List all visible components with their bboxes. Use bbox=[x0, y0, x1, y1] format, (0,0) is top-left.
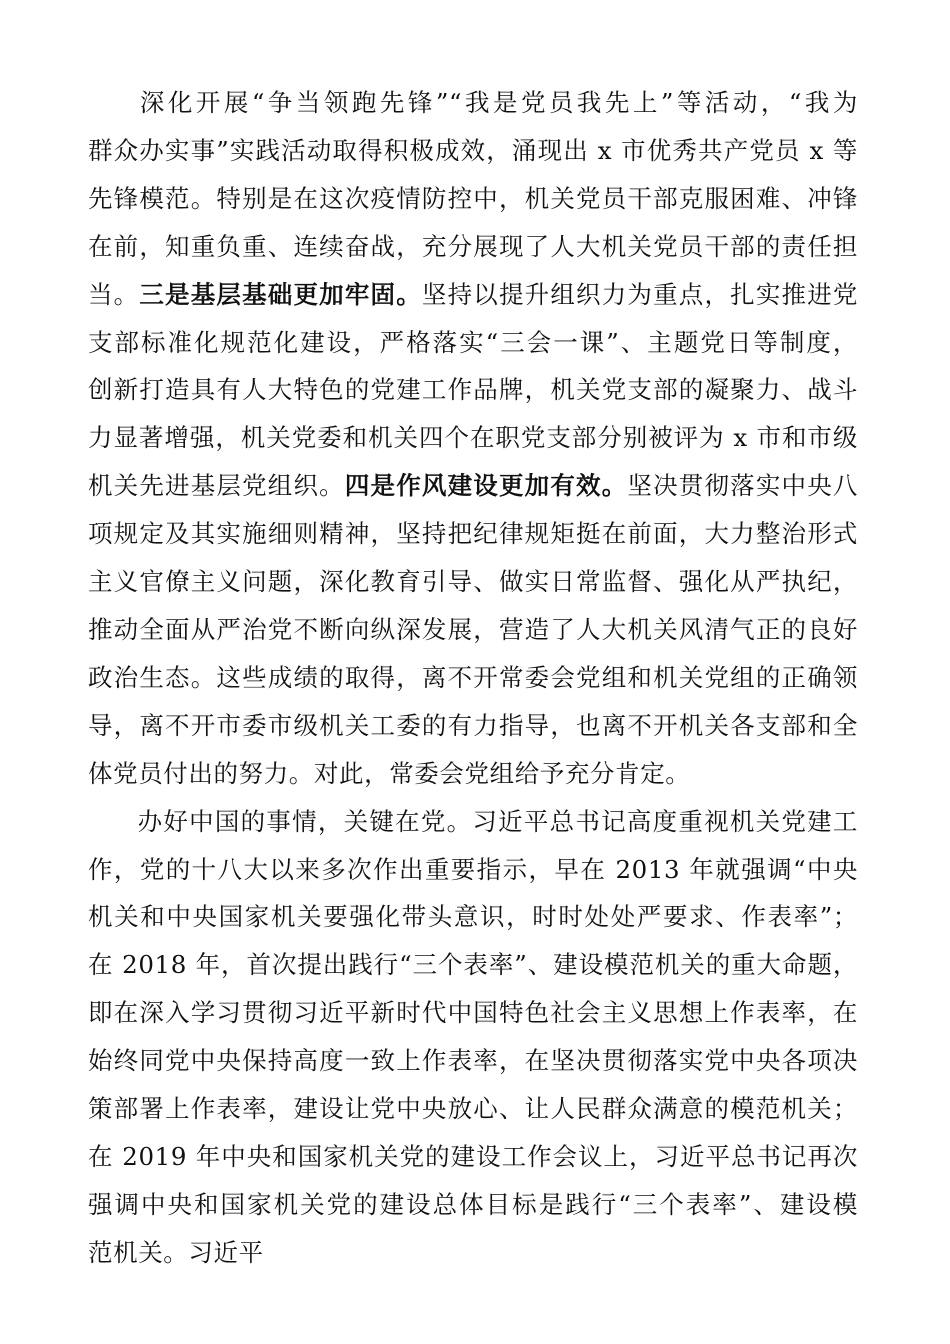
text-line: 项规定及其实施细则精神，坚持把纪律规矩挺在前面，大力整治形式 bbox=[88, 519, 858, 549]
text-line: 群众办实事”实践活动取得积极成效，涌现出 x 市优秀共产党员 x 等 bbox=[88, 135, 858, 165]
text-line: 推动全面从严治党不断向纵深发展，营造了人大机关风清气正的良好 bbox=[88, 614, 858, 644]
text-line: 强调中央和国家机关党的建设总体目标是践行“三个表率”、建设模 bbox=[88, 1189, 858, 1219]
text-line: 始终同党中央保持高度一致上作表率，在坚决贯彻落实党中央各项决 bbox=[88, 1046, 858, 1076]
paragraph-1 bbox=[88, 79, 858, 798]
text-line: 范机关。习近平 bbox=[88, 1237, 264, 1267]
text-line: 支部标准化规范化建设，严格落实“三会一课”、主题党日等制度， bbox=[88, 327, 858, 357]
text-line: 力显著增强，机关党委和机关四个在职党支部分别被评为 x 市和市级 bbox=[88, 423, 858, 453]
paragraph-2 bbox=[88, 798, 858, 1277]
text-line: 即在深入学习贯彻习近平新时代中国特色社会主义思想上作表率，在 bbox=[88, 998, 858, 1028]
text-line: 导，离不开市委市级机关工委的有力指导，也离不开机关各支部和全 bbox=[88, 710, 858, 740]
text-line: 机关先进基层党组织。四是作风建设更加有效。坚决贯彻落实中央八 bbox=[88, 471, 858, 501]
text-line: 在 2018 年，首次提出践行“三个表率”、建设模范机关的重大命题， bbox=[88, 950, 858, 980]
text-line: 在前，知重负重、连续奋战，充分展现了人大机关党员干部的责任担 bbox=[88, 231, 858, 261]
section-heading-3: 三是基层基础更加牢固。 bbox=[139, 279, 422, 309]
text-line: 策部署上作表率，建设让党中央放心、让人民群众满意的模范机关； bbox=[88, 1094, 858, 1124]
text-line: 办好中国的事情，关键在党。习近平总书记高度重视机关党建工 bbox=[137, 806, 858, 836]
text-line: 在 2019 年中央和国家机关党的建设工作会议上，习近平总书记再次 bbox=[88, 1141, 858, 1171]
document-body bbox=[88, 79, 858, 1277]
text-line: 政治生态。这些成绩的取得，离不开常委会党组和机关党组的正确领 bbox=[88, 662, 858, 692]
text-line: 体党员付出的努力。对此，常委会党组给予充分肯定。 bbox=[88, 758, 691, 788]
text-line: 机关和中央国家机关要强化带头意识，时时处处严要求、作表率”； bbox=[88, 902, 858, 932]
text-line: 当。三是基层基础更加牢固。坚持以提升组织力为重点，扎实推进党 bbox=[88, 279, 858, 309]
text-line: 作，党的十八大以来多次作出重要指示，早在 2013 年就强调“中央 bbox=[88, 854, 858, 884]
text-line: 深化开展“争当领跑先锋”“我是党员我先上”等活动，“我为 bbox=[137, 88, 858, 117]
text-line: 主义官僚主义问题，深化教育引导、做实日常监督、强化从严执纪， bbox=[88, 567, 858, 597]
section-heading-4: 四是作风建设更加有效。 bbox=[344, 471, 628, 501]
text-line: 创新打造具有人大特色的党建工作品牌，机关党支部的凝聚力、战斗 bbox=[88, 375, 858, 405]
text-line: 先锋模范。特别是在这次疫情防控中，机关党员干部克服困难、冲锋 bbox=[88, 183, 858, 213]
